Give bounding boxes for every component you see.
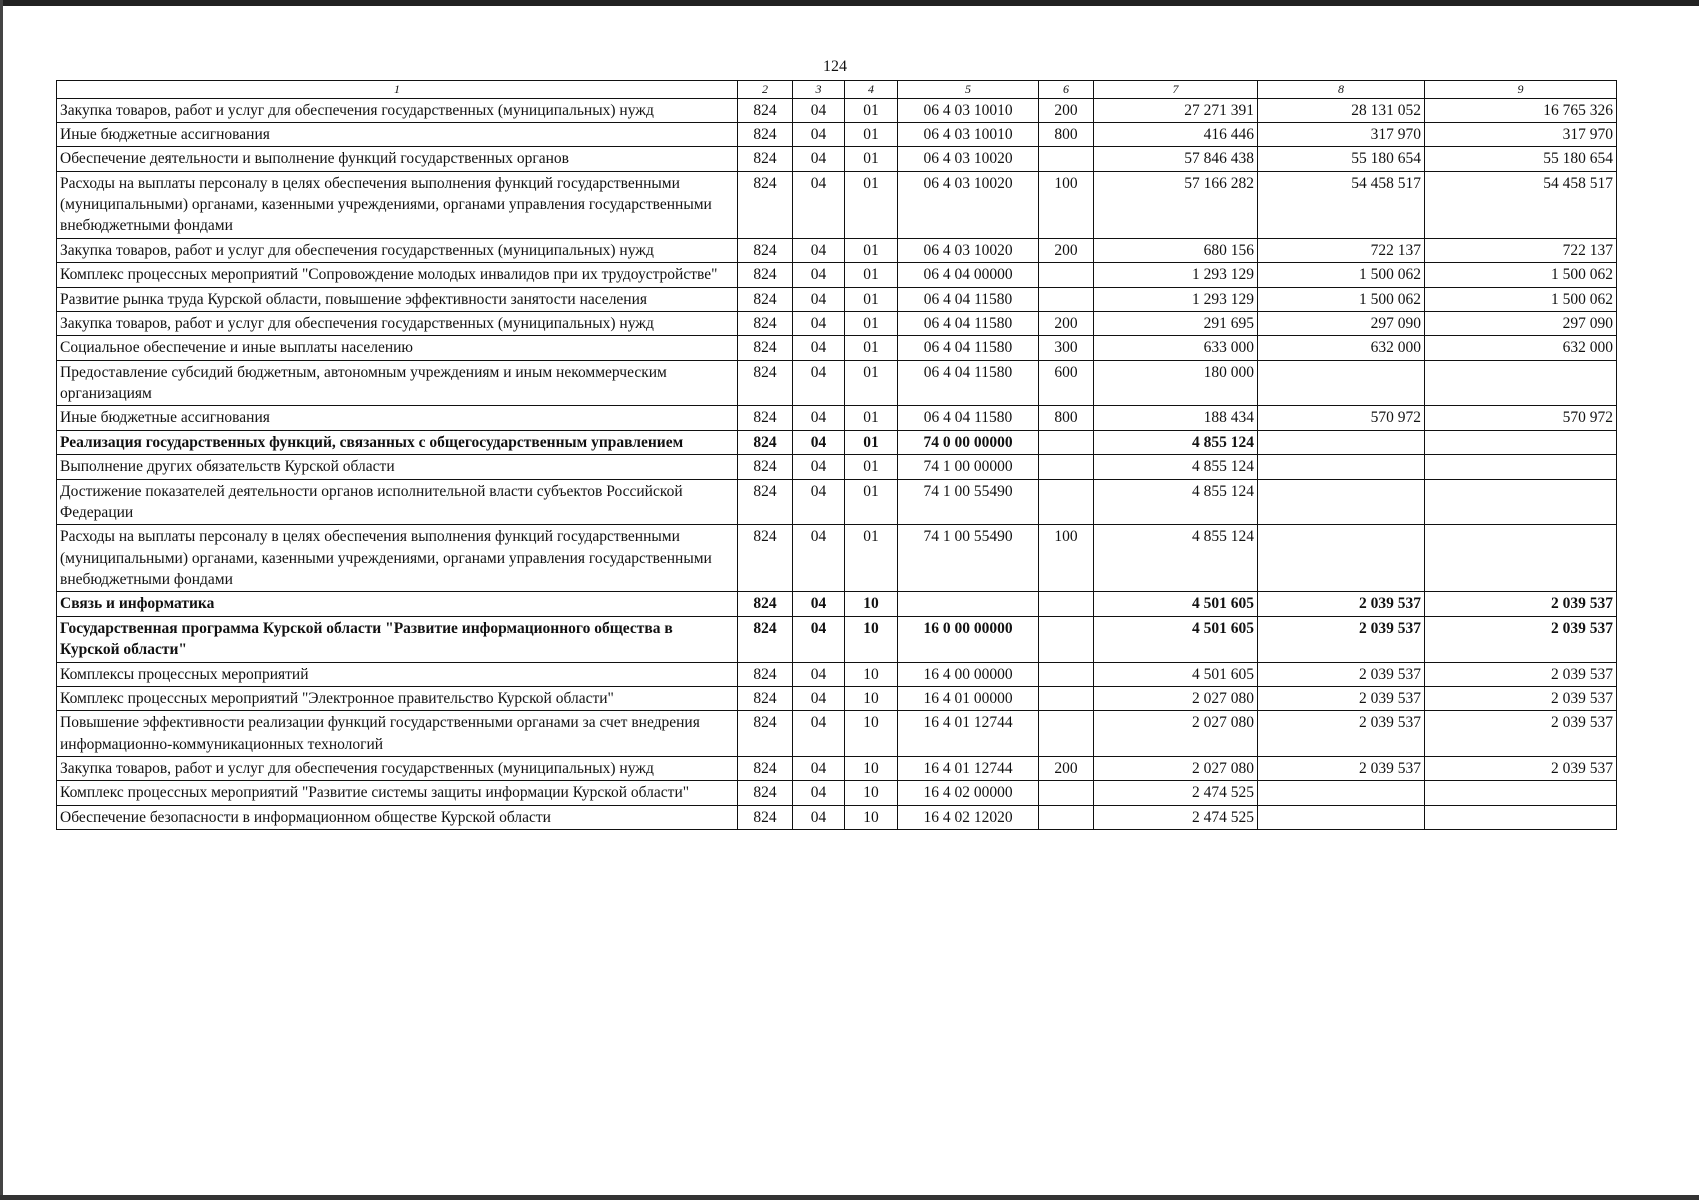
row-name-cell: Закупка товаров, работ и услуг для обеспечения государственных (муниципальных) нужд (57, 757, 738, 781)
row-amount-cell (1258, 479, 1425, 525)
row-amount-cell: 1 500 062 (1258, 287, 1425, 311)
column-header: 8 (1258, 81, 1425, 99)
row-code-cell: 824 (738, 98, 793, 122)
row-target-article-cell: 74 0 00 00000 (898, 430, 1039, 454)
row-amount-cell: 297 090 (1425, 311, 1617, 335)
row-subsection-cell: 10 (845, 686, 898, 710)
row-section-cell: 04 (793, 686, 845, 710)
row-amount-cell: 633 000 (1094, 336, 1258, 360)
table-row (57, 525, 1617, 592)
row-subsection-cell: 01 (845, 525, 898, 592)
row-amount-cell: 570 972 (1425, 406, 1617, 430)
row-amount-cell: 291 695 (1094, 311, 1258, 335)
row-amount-cell: 416 446 (1094, 122, 1258, 146)
row-amount-cell: 2 027 080 (1094, 711, 1258, 757)
row-amount-cell: 2 039 537 (1425, 592, 1617, 616)
row-code-cell: 824 (738, 711, 793, 757)
row-expense-type-cell: 200 (1039, 98, 1094, 122)
row-name-cell: Закупка товаров, работ и услуг для обеспечения государственных (муниципальных) нужд (57, 311, 738, 335)
row-amount-cell: 2 474 525 (1094, 781, 1258, 805)
row-expense-type-cell (1039, 805, 1094, 829)
row-expense-type-cell: 800 (1039, 122, 1094, 146)
row-amount-cell: 2 039 537 (1258, 711, 1425, 757)
row-code-cell: 824 (738, 662, 793, 686)
row-subsection-cell: 10 (845, 662, 898, 686)
row-target-article-cell: 06 4 03 10010 (898, 98, 1039, 122)
row-expense-type-cell (1039, 686, 1094, 710)
row-code-cell: 824 (738, 805, 793, 829)
row-expense-type-cell (1039, 479, 1094, 525)
row-amount-cell: 632 000 (1258, 336, 1425, 360)
row-code-cell: 824 (738, 238, 793, 262)
row-expense-type-cell: 800 (1039, 406, 1094, 430)
row-code-cell: 824 (738, 171, 793, 238)
row-name-cell: Комплекс процессных мероприятий "Развитие системы защиты информации Курской области" (57, 781, 738, 805)
row-name-cell: Комплекс процессных мероприятий "Сопровождение молодых инвалидов при их трудоустройстве" (57, 263, 738, 287)
column-header: 9 (1425, 81, 1617, 99)
row-amount-cell: 4 855 124 (1094, 525, 1258, 592)
row-amount-cell: 4 501 605 (1094, 616, 1258, 662)
row-name-cell: Закупка товаров, работ и услуг для обеспечения государственных (муниципальных) нужд (57, 98, 738, 122)
row-target-article-cell: 06 4 03 10020 (898, 147, 1039, 171)
row-section-cell: 04 (793, 757, 845, 781)
column-header: 1 (57, 81, 738, 99)
row-amount-cell: 1 500 062 (1258, 263, 1425, 287)
row-amount-cell: 317 970 (1258, 122, 1425, 146)
row-amount-cell: 2 039 537 (1258, 616, 1425, 662)
table-row (57, 711, 1617, 757)
row-code-cell: 824 (738, 360, 793, 406)
row-name-cell: Реализация государственных функций, связанных с общегосударственным управлением (57, 430, 738, 454)
row-target-article-cell: 16 4 01 00000 (898, 686, 1039, 710)
row-name-cell: Развитие рынка труда Курской области, повышение эффективности занятости населения (57, 287, 738, 311)
row-subsection-cell: 01 (845, 360, 898, 406)
table-row (57, 263, 1617, 287)
column-header: 6 (1039, 81, 1094, 99)
row-amount-cell: 722 137 (1258, 238, 1425, 262)
row-amount-cell: 1 293 129 (1094, 263, 1258, 287)
row-section-cell: 04 (793, 98, 845, 122)
row-amount-cell: 4 501 605 (1094, 592, 1258, 616)
row-section-cell: 04 (793, 360, 845, 406)
table-row (57, 122, 1617, 146)
row-code-cell: 824 (738, 287, 793, 311)
row-code-cell: 824 (738, 430, 793, 454)
row-name-cell: Комплекс процессных мероприятий "Электронное правительство Курской области" (57, 686, 738, 710)
row-subsection-cell: 01 (845, 147, 898, 171)
row-amount-cell: 180 000 (1094, 360, 1258, 406)
row-name-cell: Закупка товаров, работ и услуг для обеспечения государственных (муниципальных) нужд (57, 238, 738, 262)
row-subsection-cell: 01 (845, 336, 898, 360)
row-subsection-cell: 01 (845, 98, 898, 122)
row-target-article-cell: 74 1 00 55490 (898, 525, 1039, 592)
row-expense-type-cell: 200 (1039, 238, 1094, 262)
budget-table (56, 80, 1617, 830)
row-amount-cell: 4 501 605 (1094, 662, 1258, 686)
row-amount-cell (1425, 805, 1617, 829)
scan-edge-bottom (0, 1195, 1699, 1200)
row-target-article-cell: 16 4 02 12020 (898, 805, 1039, 829)
row-amount-cell: 54 458 517 (1258, 171, 1425, 238)
row-amount-cell (1425, 430, 1617, 454)
row-amount-cell: 570 972 (1258, 406, 1425, 430)
row-amount-cell: 2 039 537 (1425, 711, 1617, 757)
row-target-article-cell: 16 4 00 00000 (898, 662, 1039, 686)
table-row (57, 336, 1617, 360)
table-row (57, 287, 1617, 311)
row-target-article-cell (898, 592, 1039, 616)
row-amount-cell (1258, 525, 1425, 592)
row-section-cell: 04 (793, 171, 845, 238)
row-amount-cell: 188 434 (1094, 406, 1258, 430)
row-amount-cell: 317 970 (1425, 122, 1617, 146)
row-section-cell: 04 (793, 662, 845, 686)
row-name-cell: Достижение показателей деятельности органов исполнительной власти субъектов Российской Федерации (57, 479, 738, 525)
row-expense-type-cell: 200 (1039, 311, 1094, 335)
row-section-cell: 04 (793, 336, 845, 360)
row-code-cell: 824 (738, 592, 793, 616)
table-row (57, 616, 1617, 662)
row-section-cell: 04 (793, 122, 845, 146)
row-name-cell: Предоставление субсидий бюджетным, автономным учреждениям и иным некоммерческим организациям (57, 360, 738, 406)
row-subsection-cell: 01 (845, 171, 898, 238)
row-section-cell: 04 (793, 592, 845, 616)
row-expense-type-cell (1039, 455, 1094, 479)
scan-edge-left (0, 0, 3, 1200)
row-name-cell: Комплексы процессных мероприятий (57, 662, 738, 686)
row-target-article-cell: 06 4 04 11580 (898, 406, 1039, 430)
row-code-cell: 824 (738, 263, 793, 287)
row-section-cell: 04 (793, 711, 845, 757)
row-subsection-cell: 10 (845, 711, 898, 757)
row-amount-cell: 55 180 654 (1258, 147, 1425, 171)
scan-edge-top (0, 0, 1699, 6)
row-target-article-cell: 06 4 04 11580 (898, 336, 1039, 360)
row-amount-cell (1258, 360, 1425, 406)
column-header: 5 (898, 81, 1039, 99)
row-target-article-cell: 16 4 01 12744 (898, 757, 1039, 781)
table-row (57, 171, 1617, 238)
row-target-article-cell: 06 4 03 10010 (898, 122, 1039, 146)
row-name-cell: Выполнение других обязательств Курской области (57, 455, 738, 479)
row-amount-cell: 2 039 537 (1425, 686, 1617, 710)
row-target-article-cell: 16 4 02 00000 (898, 781, 1039, 805)
row-subsection-cell: 01 (845, 430, 898, 454)
row-expense-type-cell (1039, 662, 1094, 686)
row-amount-cell: 2 039 537 (1425, 757, 1617, 781)
row-subsection-cell: 10 (845, 592, 898, 616)
row-subsection-cell: 10 (845, 757, 898, 781)
row-amount-cell: 680 156 (1094, 238, 1258, 262)
row-subsection-cell: 01 (845, 122, 898, 146)
row-subsection-cell: 10 (845, 805, 898, 829)
row-expense-type-cell (1039, 781, 1094, 805)
row-target-article-cell: 16 4 01 12744 (898, 711, 1039, 757)
row-amount-cell: 2 039 537 (1258, 592, 1425, 616)
row-section-cell: 04 (793, 406, 845, 430)
row-name-cell: Обеспечение деятельности и выполнение функций государственных органов (57, 147, 738, 171)
row-target-article-cell: 06 4 04 11580 (898, 287, 1039, 311)
row-name-cell: Повышение эффективности реализации функций государственными органами за счет внедрения информационно-коммуникационных технологий (57, 711, 738, 757)
table-row (57, 757, 1617, 781)
row-section-cell: 04 (793, 311, 845, 335)
table-row (57, 781, 1617, 805)
row-amount-cell: 4 855 124 (1094, 479, 1258, 525)
row-amount-cell (1258, 430, 1425, 454)
row-expense-type-cell (1039, 287, 1094, 311)
row-amount-cell: 54 458 517 (1425, 171, 1617, 238)
row-section-cell: 04 (793, 287, 845, 311)
row-expense-type-cell (1039, 711, 1094, 757)
row-amount-cell (1425, 479, 1617, 525)
row-section-cell: 04 (793, 479, 845, 525)
row-amount-cell: 16 765 326 (1425, 98, 1617, 122)
row-code-cell: 824 (738, 757, 793, 781)
row-amount-cell (1258, 455, 1425, 479)
row-amount-cell: 1 500 062 (1425, 263, 1617, 287)
row-subsection-cell: 01 (845, 263, 898, 287)
row-amount-cell (1258, 781, 1425, 805)
row-code-cell: 824 (738, 616, 793, 662)
row-amount-cell: 1 500 062 (1425, 287, 1617, 311)
row-name-cell: Связь и информатика (57, 592, 738, 616)
row-expense-type-cell: 100 (1039, 525, 1094, 592)
row-name-cell: Обеспечение безопасности в информационном обществе Курской области (57, 805, 738, 829)
row-name-cell: Иные бюджетные ассигнования (57, 406, 738, 430)
row-amount-cell: 632 000 (1425, 336, 1617, 360)
row-code-cell: 824 (738, 781, 793, 805)
row-target-article-cell: 06 4 03 10020 (898, 238, 1039, 262)
row-subsection-cell: 10 (845, 616, 898, 662)
row-amount-cell (1258, 805, 1425, 829)
row-target-article-cell: 74 1 00 00000 (898, 455, 1039, 479)
row-amount-cell: 2 039 537 (1258, 662, 1425, 686)
row-expense-type-cell: 300 (1039, 336, 1094, 360)
row-target-article-cell: 06 4 04 11580 (898, 311, 1039, 335)
column-header: 3 (793, 81, 845, 99)
row-expense-type-cell (1039, 147, 1094, 171)
page-number: 124 (823, 58, 847, 75)
column-header: 4 (845, 81, 898, 99)
row-target-article-cell: 16 0 00 00000 (898, 616, 1039, 662)
row-section-cell: 04 (793, 781, 845, 805)
row-code-cell: 824 (738, 686, 793, 710)
row-section-cell: 04 (793, 805, 845, 829)
row-code-cell: 824 (738, 311, 793, 335)
row-name-cell: Иные бюджетные ассигнования (57, 122, 738, 146)
column-header: 7 (1094, 81, 1258, 99)
row-subsection-cell: 01 (845, 311, 898, 335)
row-expense-type-cell (1039, 430, 1094, 454)
row-amount-cell (1425, 455, 1617, 479)
table-row (57, 406, 1617, 430)
row-amount-cell: 2 039 537 (1258, 757, 1425, 781)
row-amount-cell: 722 137 (1425, 238, 1617, 262)
row-name-cell: Государственная программа Курской области "Развитие информационного общества в Курской области" (57, 616, 738, 662)
row-amount-cell: 2 474 525 (1094, 805, 1258, 829)
row-amount-cell: 1 293 129 (1094, 287, 1258, 311)
row-code-cell: 824 (738, 147, 793, 171)
row-target-article-cell: 74 1 00 55490 (898, 479, 1039, 525)
table-row (57, 455, 1617, 479)
row-code-cell: 824 (738, 455, 793, 479)
column-header: 2 (738, 81, 793, 99)
table-row (57, 360, 1617, 406)
row-target-article-cell: 06 4 04 00000 (898, 263, 1039, 287)
row-amount-cell: 2 027 080 (1094, 757, 1258, 781)
table-row (57, 592, 1617, 616)
table-row (57, 311, 1617, 335)
row-amount-cell: 55 180 654 (1425, 147, 1617, 171)
row-subsection-cell: 01 (845, 238, 898, 262)
row-section-cell: 04 (793, 525, 845, 592)
row-section-cell: 04 (793, 238, 845, 262)
row-section-cell: 04 (793, 455, 845, 479)
table-row (57, 686, 1617, 710)
row-amount-cell: 297 090 (1258, 311, 1425, 335)
row-code-cell: 824 (738, 406, 793, 430)
row-section-cell: 04 (793, 616, 845, 662)
row-amount-cell: 4 855 124 (1094, 430, 1258, 454)
row-expense-type-cell: 100 (1039, 171, 1094, 238)
row-amount-cell: 57 166 282 (1094, 171, 1258, 238)
row-amount-cell (1425, 525, 1617, 592)
row-amount-cell: 28 131 052 (1258, 98, 1425, 122)
row-section-cell: 04 (793, 430, 845, 454)
row-amount-cell: 2 039 537 (1425, 616, 1617, 662)
table-row (57, 147, 1617, 171)
row-amount-cell: 2 039 537 (1425, 662, 1617, 686)
row-expense-type-cell (1039, 616, 1094, 662)
row-section-cell: 04 (793, 263, 845, 287)
row-name-cell: Социальное обеспечение и иные выплаты населению (57, 336, 738, 360)
row-expense-type-cell (1039, 263, 1094, 287)
row-subsection-cell: 01 (845, 479, 898, 525)
row-amount-cell: 27 271 391 (1094, 98, 1258, 122)
row-amount-cell (1425, 360, 1617, 406)
row-code-cell: 824 (738, 525, 793, 592)
row-subsection-cell: 10 (845, 781, 898, 805)
row-amount-cell: 2 027 080 (1094, 686, 1258, 710)
row-code-cell: 824 (738, 122, 793, 146)
row-code-cell: 824 (738, 479, 793, 525)
row-name-cell: Расходы на выплаты персоналу в целях обеспечения выполнения функций государственными (муниципальными) органами, казенными учреждениями, органами управления государственными внебюджетными фондами (57, 171, 738, 238)
row-subsection-cell: 01 (845, 406, 898, 430)
row-expense-type-cell: 200 (1039, 757, 1094, 781)
row-target-article-cell: 06 4 03 10020 (898, 171, 1039, 238)
table-row (57, 479, 1617, 525)
table-row (57, 805, 1617, 829)
row-name-cell: Расходы на выплаты персоналу в целях обеспечения выполнения функций государственными (муниципальными) органами, казенными учреждениями, органами управления государственными внебюджетными фондами (57, 525, 738, 592)
table-row (57, 430, 1617, 454)
row-section-cell: 04 (793, 147, 845, 171)
row-subsection-cell: 01 (845, 455, 898, 479)
table-row (57, 238, 1617, 262)
row-expense-type-cell (1039, 592, 1094, 616)
row-target-article-cell: 06 4 04 11580 (898, 360, 1039, 406)
table-row (57, 662, 1617, 686)
row-code-cell: 824 (738, 336, 793, 360)
column-number-row (57, 81, 1617, 99)
table-row (57, 98, 1617, 122)
row-amount-cell (1425, 781, 1617, 805)
row-amount-cell: 4 855 124 (1094, 455, 1258, 479)
row-amount-cell: 57 846 438 (1094, 147, 1258, 171)
row-amount-cell: 2 039 537 (1258, 686, 1425, 710)
row-subsection-cell: 01 (845, 287, 898, 311)
row-expense-type-cell: 600 (1039, 360, 1094, 406)
